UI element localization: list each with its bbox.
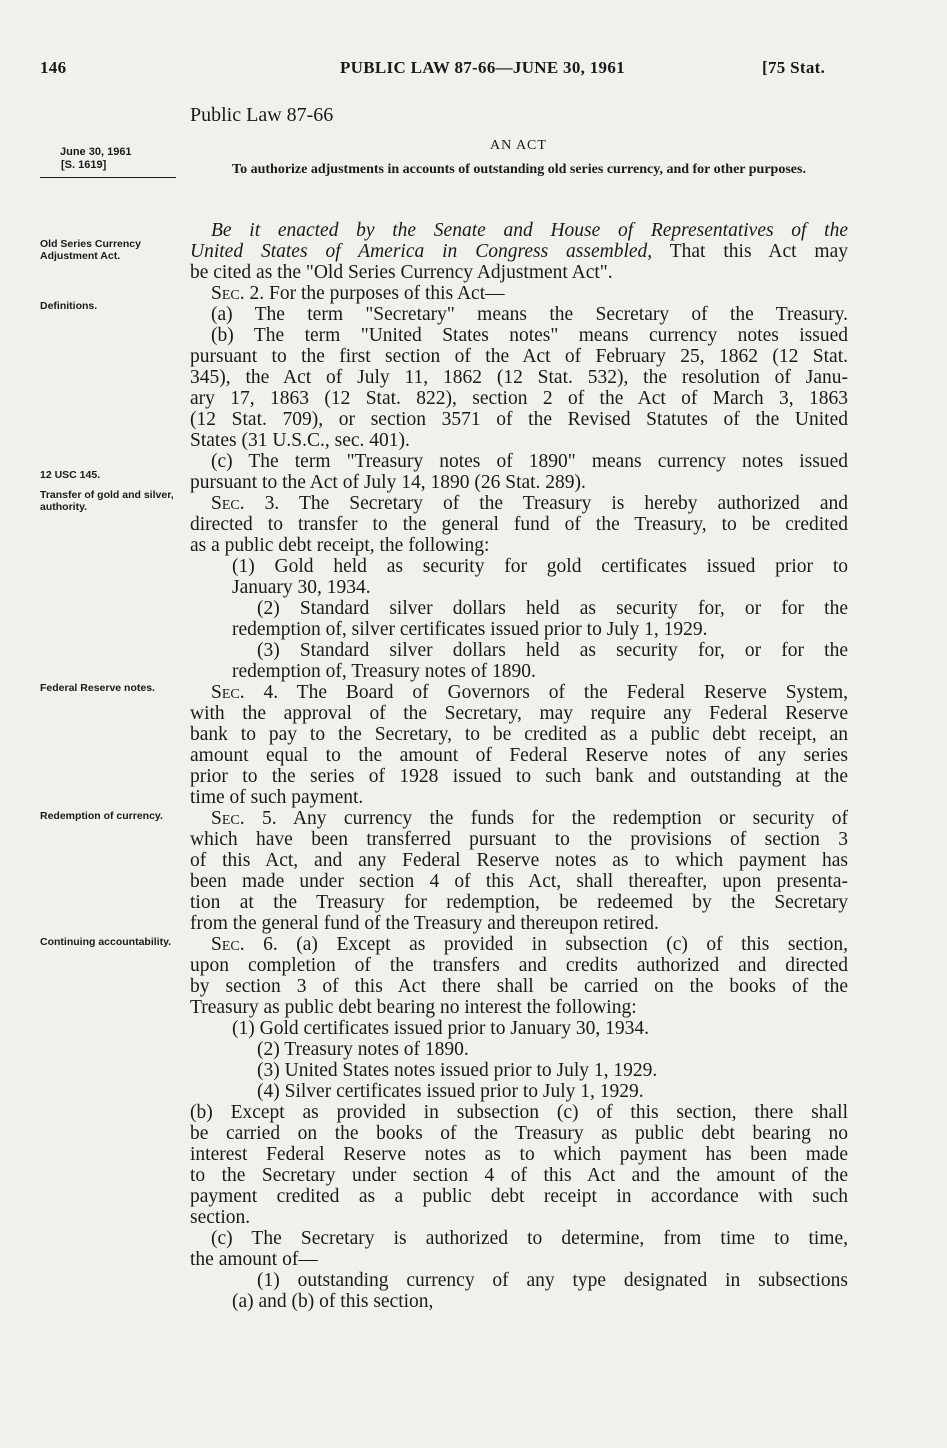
law-title: Public Law 87-66 bbox=[190, 104, 334, 126]
section-6-item: (1) Gold certificates issued prior to January 30, 1934. bbox=[232, 1018, 649, 1039]
section-6-b-line: interest Federal Reserve notes as to which payment has been made bbox=[190, 1144, 848, 1165]
section-6-c-line: the amount of— bbox=[190, 1249, 318, 1270]
definition-c-line: (c) The term "Treasury notes of 1890" means currency notes issued bbox=[211, 451, 848, 472]
section-text: The Secretary of the Treasury is hereby authorized and bbox=[279, 493, 848, 514]
definition-b-line: States (31 U.S.C., sec. 401). bbox=[190, 430, 410, 451]
section-4-line: with the approval of the Secretary, may require any Federal Reserve bbox=[190, 703, 848, 724]
section-label: Sec. 4. bbox=[211, 682, 279, 703]
section-3-item: January 30, 1934. bbox=[232, 577, 371, 598]
section-label: Sec. 3. bbox=[211, 493, 280, 514]
section-6-line: upon completion of the transfers and credits authorized and directed bbox=[190, 955, 848, 976]
section-3-item: redemption of, silver certificates issued prior to July 1, 1929. bbox=[232, 619, 708, 640]
section-3-item: (1) Gold held as security for gold certificates issued prior to bbox=[232, 556, 848, 577]
definition-b-line: 345), the Act of July 11, 1862 (12 Stat. 532), the resolution of Janu- bbox=[190, 367, 848, 388]
margin-date bbox=[60, 146, 132, 172]
act-heading: AN ACT bbox=[490, 138, 547, 153]
section-text: The Board of Governors of the Federal Reserve System, bbox=[278, 682, 848, 703]
section-4-line: time of such payment. bbox=[190, 787, 364, 808]
section-6-b-line: to the Secretary under section 4 of this Act and the amount of the bbox=[190, 1165, 848, 1186]
section-4-line bbox=[211, 682, 848, 703]
margin-note-transfer: Transfer of gold and silver, authority. bbox=[40, 489, 174, 513]
section-6-c-item: (1) outstanding currency of any type designated in subsections bbox=[257, 1270, 848, 1291]
section-5-line: tion at the Treasury for redemption, be redeemed by the Secretary bbox=[190, 892, 848, 913]
section-text: (a) Except as provided in subsection (c) of this section, bbox=[277, 934, 848, 955]
definition-b-line: pursuant to the first section of the Act of February 25, 1862 (12 Stat. bbox=[190, 346, 848, 367]
margin-note-redemption: Redemption of currency. bbox=[40, 810, 163, 822]
margin-note-definitions: Definitions. bbox=[40, 300, 98, 312]
section-6-item: (2) Treasury notes of 1890. bbox=[257, 1039, 469, 1060]
page-number: 146 bbox=[40, 58, 67, 77]
section-4-line: prior to the series of 1928 issued to such bank and outstanding at the bbox=[190, 766, 848, 787]
enacting-clause-line bbox=[190, 241, 848, 262]
margin-note-continuing: Continuing accountability. bbox=[40, 936, 172, 948]
section-3-line: as a public debt receipt, the following: bbox=[190, 535, 490, 556]
act-purpose: To authorize adjustments in accounts of outstanding old series currency, and for other purposes. bbox=[232, 162, 806, 177]
statute-reference: [75 Stat. bbox=[762, 58, 826, 77]
margin-date-line: June 30, 1961 bbox=[60, 146, 132, 158]
section-4-line: bank to pay to the Secretary, to be credited as a public debt receipt, an bbox=[190, 724, 848, 745]
section-6-item: (3) United States notes issued prior to July 1, 1929. bbox=[257, 1060, 658, 1081]
margin-divider bbox=[40, 177, 176, 178]
section-6-line bbox=[211, 934, 848, 955]
section-label: Sec. 5. bbox=[211, 808, 277, 829]
section-3-line: directed to transfer to the general fund of the Treasury, to be credited bbox=[190, 514, 848, 535]
section-6-b-line: section. bbox=[190, 1207, 251, 1228]
definition-b-line: (b) The term "United States notes" means currency notes issued bbox=[211, 325, 848, 346]
section-6-line: by section 3 of this Act there shall be carried on the books of the bbox=[190, 976, 848, 997]
section-6-c-item: (a) and (b) of this section, bbox=[232, 1291, 434, 1312]
margin-bill-number: [S. 1619] bbox=[61, 159, 107, 171]
section-6-b-line: payment credited as a public debt receipt in accordance with such bbox=[190, 1186, 848, 1207]
section-6-b-line: (b) Except as provided in subsection (c) of this section, there shall bbox=[190, 1102, 848, 1123]
short-title-line: be cited as the "Old Series Currency Adjustment Act". bbox=[190, 262, 613, 283]
section-6-c-line: (c) The Secretary is authorized to determine, from time to time, bbox=[211, 1228, 848, 1249]
enacting-clause-line: Be it enacted by the Senate and House of Representatives of the bbox=[211, 220, 848, 241]
section-label: Sec. 2. bbox=[211, 283, 265, 304]
section-3-item: (2) Standard silver dollars held as security for, or for the bbox=[257, 598, 848, 619]
section-3-line bbox=[211, 493, 848, 514]
enacting-clause-italic: United States of America in Congress assembled, bbox=[190, 241, 653, 262]
definition-b-line: (12 Stat. 709), or section 3571 of the Revised Statutes of the United bbox=[190, 409, 848, 430]
section-6-line: Treasury as public debt bearing no interest the following: bbox=[190, 997, 637, 1018]
margin-note-short-title: Old Series Currency Adjustment Act. bbox=[40, 238, 141, 262]
section-label: Sec. 6. bbox=[211, 934, 278, 955]
section-text: For the purposes of this Act— bbox=[264, 283, 505, 304]
section-6-b-line: be carried on the books of the Treasury as public debt bearing no bbox=[190, 1123, 848, 1144]
enacting-clause-text: That this Act may bbox=[652, 241, 848, 262]
section-5-line: from the general fund of the Treasury and thereupon retired. bbox=[190, 913, 659, 934]
section-6-item: (4) Silver certificates issued prior to July 1, 1929. bbox=[257, 1081, 644, 1102]
section-4-line: amount equal to the amount of Federal Reserve notes of any series bbox=[190, 745, 848, 766]
running-title: PUBLIC LAW 87-66—JUNE 30, 1961 bbox=[340, 58, 625, 77]
section-2-heading bbox=[211, 283, 505, 304]
section-5-line: of this Act, and any Federal Reserve notes as to which payment has bbox=[190, 850, 848, 871]
section-5-line: which have been transferred pursuant to the provisions of section 3 bbox=[190, 829, 848, 850]
section-5-line: been made under section 4 of this Act, shall thereafter, upon presenta- bbox=[190, 871, 848, 892]
margin-note-usc: 12 USC 145. bbox=[40, 469, 101, 481]
definition-c-line: pursuant to the Act of July 14, 1890 (26 Stat. 289). bbox=[190, 472, 586, 493]
margin-note-federal-reserve: Federal Reserve notes. bbox=[40, 682, 155, 694]
section-3-item: redemption of, Treasury notes of 1890. bbox=[232, 661, 536, 682]
section-5-line bbox=[211, 808, 848, 829]
definition-b-line: ary 17, 1863 (12 Stat. 822), section 2 of the Act of March 3, 1863 bbox=[190, 388, 848, 409]
definition-a: (a) The term "Secretary" means the Secretary of the Treasury. bbox=[211, 304, 848, 325]
section-text: Any currency the funds for the redemption or security of bbox=[276, 808, 848, 829]
section-3-item: (3) Standard silver dollars held as security for, or for the bbox=[257, 640, 848, 661]
